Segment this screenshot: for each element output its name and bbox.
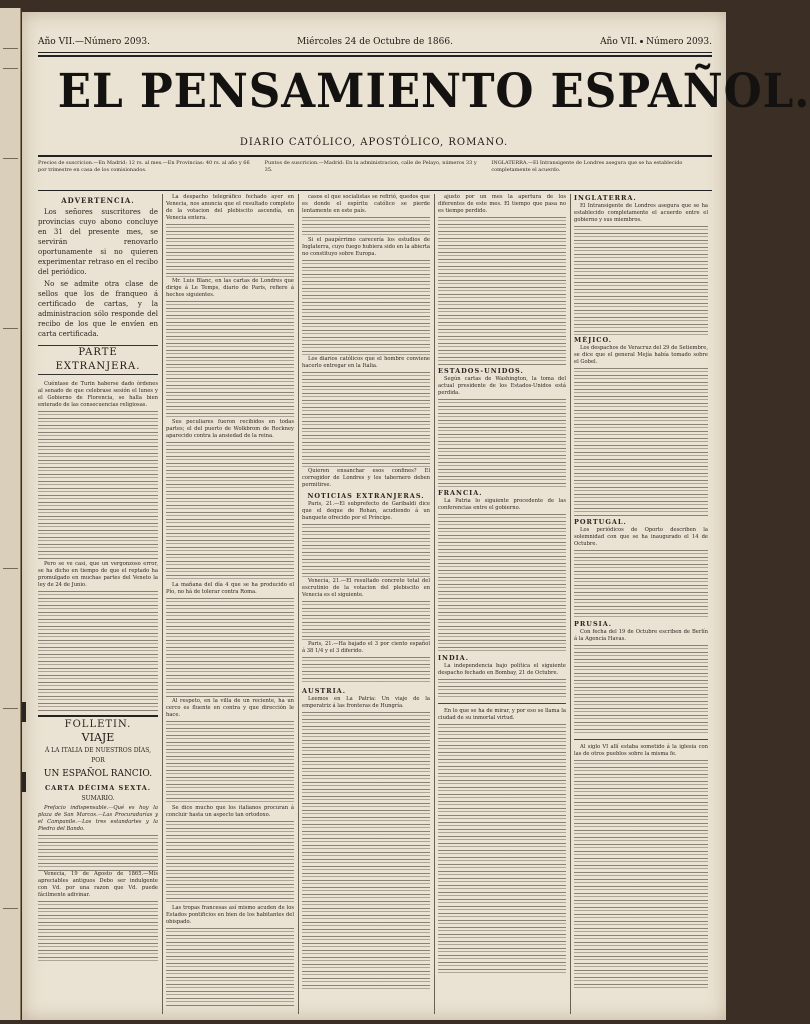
text-block [38, 901, 158, 961]
text-block [438, 724, 566, 974]
viaje-subtitle: Á LA ITALIA DE NUESTROS DÍAS, [44, 747, 152, 754]
header-rule-thin [38, 52, 712, 53]
text-block [302, 260, 430, 356]
masthead-subtitle: DIARIO CATÓLICO, APOSTÓLICO, ROMANO. [239, 137, 509, 148]
column-divider [434, 194, 435, 1014]
issue-date: Miércoles 24 de Octubre de 1866. [297, 37, 453, 47]
carta-title: CARTA DÉCIMA SEXTA. [44, 784, 152, 792]
advert-text: Los señores suscritores de provincias cuyo abono concluye en 31 del presente mes, se servirán renovarlo oportunamente si no quieren experimentar retraso en el recibo del periódico. [38, 208, 158, 276]
advert-title: ADVERTENCIA. [61, 196, 135, 205]
newspaper-page [22, 12, 810, 1020]
text-block [38, 411, 158, 561]
text-block [166, 721, 294, 805]
issue-header-line [38, 34, 712, 50]
issue-number-left: Año VII.—Número 2093. [38, 37, 150, 47]
subscription-price-bar [38, 160, 712, 188]
sumario-text: Prefacio indispensable.—Qué es hoy la plaza de San Marcos.—Las Procuradurías y el Campanile.—Los tres estandartes y la Piedra del Bando. [38, 805, 158, 832]
text-block [438, 679, 566, 699]
column-4 [438, 194, 566, 1014]
c3-paragraph-7: Paris, 21.—Ha bajado el 3 por ciento español á 38 1/4 y el 3 diferido. [302, 641, 430, 654]
c5-paragraph-4: Con fecha del 19 de Octubre escriben de Berlín á la Agencia Havas. [574, 629, 708, 642]
column-3 [302, 194, 430, 1014]
section-india: INDIA. [438, 654, 469, 662]
por-label: POR [91, 757, 105, 764]
masthead-title: EL PENSAMIENTO ESPAÑOL. [57, 64, 810, 119]
text-block [166, 598, 294, 698]
c3-paragraph-5: Paris, 21.—El subprefecto de Garibaldi dice que el deque de Rohan, acudiendo á un banquete ofrecido por el Príncipe. [302, 501, 430, 521]
text-block [574, 368, 708, 518]
text-block [302, 524, 430, 578]
viaje-title: VIAJE [81, 731, 115, 744]
column-1 [38, 194, 158, 1014]
sumario-label: SUMARIO. [81, 795, 115, 802]
text-block [302, 657, 430, 683]
text-block [302, 712, 430, 992]
section-noticias-extranjeras: NOTICIAS EXTRANJERAS. [307, 492, 425, 500]
subtitle-rule [38, 155, 712, 157]
c3-paragraph-4: Quieren ensanchar esos confines? El corregidor de Londres y los tabernero deben permitirse. [302, 468, 430, 488]
column-2 [166, 194, 294, 1014]
price-bar-rule [38, 190, 712, 191]
text-block [302, 372, 430, 468]
text-block [574, 550, 708, 620]
c1-paragraph-1: Cuéntase de Turin haberse dado órdenes al senado de que celebrase sesión el lunes y el Gobierno de Florencia, se halla bien enterado de las consecuencias religiosas. [38, 381, 158, 408]
c2-paragraph-7: Las tropas francesas así mismo acuden de los Estados pontificios en bien de los habitantes del obispado. [166, 905, 294, 925]
column-divider [570, 194, 571, 1014]
binding-mark [22, 772, 26, 792]
c1-paragraph-2: Pero se ve casi, que un vergonzoso error, se ha dicho en tiempo de que el reptado ha promulgado en muchas partes del Veneto la ley de 24 de Junio. [38, 561, 158, 588]
c3-paragraph-6: Venecia, 21.—El resultado concreto total del escrutinio de la votacion del plebiscito en Venecia es el siguiente. [302, 578, 430, 598]
text-block [166, 928, 294, 1008]
text-block [438, 514, 566, 654]
binding-mark [22, 702, 26, 722]
text-block [166, 224, 294, 278]
c5-paragraph-2: Los despachos de Veracruz del 29 de Setiembre, se dice que el general Mejía había tomado sobre el Gobel. [574, 345, 708, 365]
c5-paragraph-5: Al siglo VI allí estaba sometido á la iglesia con las de otros pueblos sobre la misma fe. [574, 744, 708, 757]
text-block [302, 601, 430, 641]
section-estados-unidos: ESTADOS-UNIDOS. [438, 367, 524, 375]
text-block [166, 821, 294, 905]
text-block [574, 226, 708, 336]
text-block [38, 591, 158, 711]
c5-paragraph-1: El Intransigente de Londres asegura que se ha establecido completamente el acuerdo entre el gobierno y sus miembros. [574, 203, 708, 223]
c4-paragraph-4: La independencia bajo política el siguiente despacho fechado en Bombay, 21 de Octubre. [438, 663, 566, 676]
section-parte-extranjera: PARTE EXTRANJERA. [38, 345, 158, 375]
c4-paragraph-3: La Patria lo siguiente procedente de las conferencias entre el gobierno. [438, 498, 566, 511]
text-block [38, 835, 158, 871]
section-inglaterra: INGLATERRA. [574, 194, 637, 202]
text-block [438, 217, 566, 367]
text-block [438, 399, 566, 489]
c3-paragraph-8: Leemos en La Patria: Un viaje de la emperatriz á las fronteras de Hungría. [302, 696, 430, 709]
price-bar-col3: INGLATERRA.—El Intransigente de Londres asegura que se ha establecido completamente el acuerdo. [491, 160, 683, 173]
c4-paragraph-1: ajusto por un mes la apertura de los diferentes de este mes. El tiempo que pasa no es tiempo perdido. [438, 194, 566, 214]
section-prusia: PRUSIA. [574, 620, 612, 628]
text-block [302, 217, 430, 237]
c1-paragraph-4: Venecia, 19 de Agosto de 1865.—Mis apreciables antiguos Debo ser indulgente con Vd. por una razon que Vd. puede fácilmente adivinar. [38, 871, 158, 898]
c3-paragraph-2: Si el paupérrimo carecería los estudios de Inglaterra, cuyo fuego hubiera sido en la abierta no constituyo sobre Europa. [302, 237, 430, 257]
header-rule-thick [38, 55, 712, 57]
price-bar-col1: Precios de suscricion.—En Madrid: 12 rs. al mes.—En Provincias: 40 rs. al año y 66 por trimestre en casa de los comisionados. [38, 160, 250, 173]
column-divider [162, 194, 163, 1014]
c2-paragraph-2: Mr. Luis Blanc, en las cartas de Londres que dirige á Le Temps, diario de Paris, refiere á hechos siguientes. [166, 278, 294, 298]
c5-paragraph-3: Los periódicos de Oporto describen la solemnidad con que se ha inaugurado el 14 de Octubre. [574, 527, 708, 547]
previous-page-edge [0, 8, 21, 1020]
c3-paragraph-3: Los diarios católicos que el hombre conviene hacerlo entregar en la Italia. [302, 356, 430, 369]
issue-number-right: Año VII. Número 2093. [600, 37, 712, 47]
text-block [574, 645, 708, 735]
section-austria: AUSTRIA. [302, 687, 346, 695]
c3-paragraph-1: casos el que socialistas se refirió, quedos que es donde el espíritu católico se pierde lentamente en este país. [302, 194, 430, 214]
column-5 [574, 194, 708, 1014]
c2-paragraph-1: La despacho telegráfico fechado ayer en Venecia, nos anuncia que el resultado completo de la votacion del plebiscito ascendía, en Venecia entera. [166, 194, 294, 221]
c2-paragraph-6: Se dice mucho que los italianos procuran á concluir hasta un aspecto tan ortodoxo. [166, 805, 294, 818]
text-block [574, 760, 708, 990]
c2-paragraph-3: Sus peculiares fueron recibidos en todas partes; el del puerto de Wolkbrom de Rockney aparecido contra la ansiedad de la reina. [166, 419, 294, 439]
author-name: UN ESPAÑOL RANCIO. [43, 769, 153, 779]
price-bar-col2: Puntos de suscricion.—Madrid: En la administracion, calle de Pelayo, números 33 y 35. [264, 160, 477, 173]
section-portugal: PORTUGAL. [574, 518, 627, 526]
c2-paragraph-4: La mañana del día 4 que se ha producido el Pío, no há de tolerar contra Roma. [166, 582, 294, 595]
column-divider [298, 194, 299, 1014]
bullet-icon [640, 40, 643, 43]
advert-text-2: No se admite otra clase de sellos que los de franqueo á certificado de cartas, y la administracion sólo responde del recibo de los que le envíen en carta certificada. [38, 280, 158, 338]
text-block [166, 442, 294, 582]
text-block [166, 301, 294, 419]
c4-paragraph-5: En lo que se ha de mirar, y por eso se llama la ciudad de su inmortal virtud. [438, 708, 566, 721]
folletin-title: FOLLETIN. [64, 719, 132, 730]
c2-paragraph-5: Al respeto, en la villa de un reciente, ha un cerco es fluente en contra y que dirección le hace. [166, 698, 294, 718]
c4-paragraph-2: Según cartas de Washington, la toma del actual presidente de los Estados-Unidos está perdida. [438, 376, 566, 396]
section-francia: FRANCIA. [438, 489, 483, 497]
section-mejico: MÉJICO. [574, 336, 612, 344]
